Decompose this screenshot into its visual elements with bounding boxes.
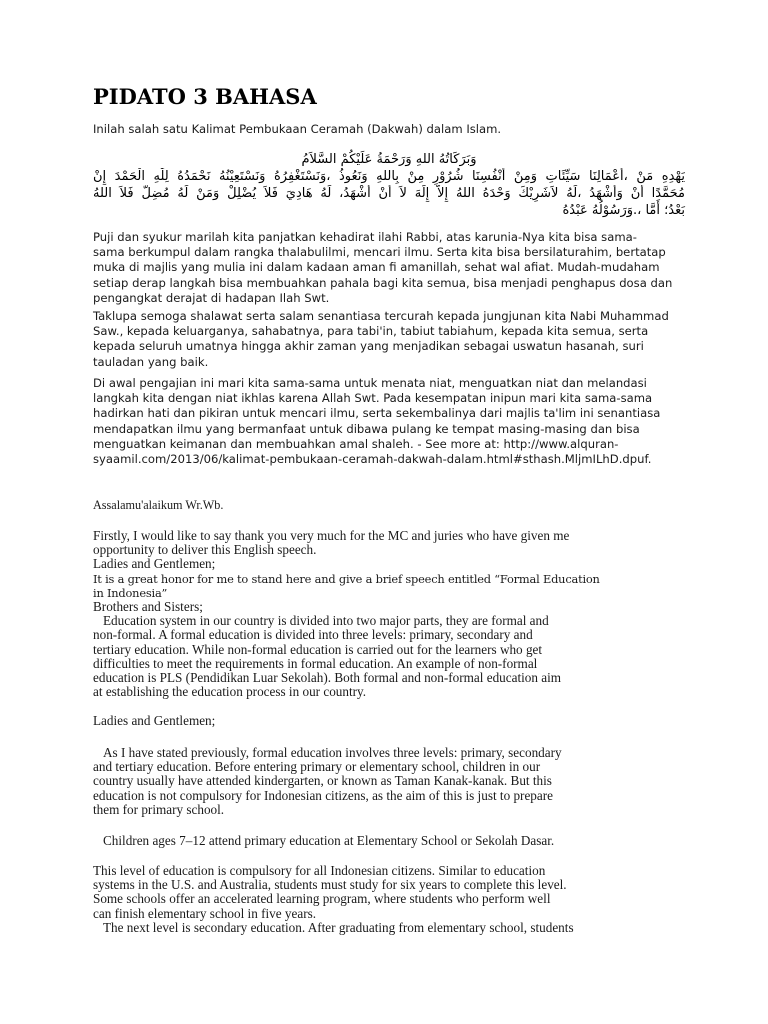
english-compulsory: This level of education is compulsory for all Indonesian citizens. Similar to education systems in the U.S. and Australia, students must study for six years to complete this level. Some schools offer an accelerated learning program, where students who perform well can finish elementary school in five years. The next level is secondary education. After graduating from elementary school, students <box>93 863 574 935</box>
arabic-line: يَهْدِهِ مَنْ ،أَعْمَالِنَا سَيِّئَاتِ وَمِنْ أَنْفُسِنَا شُرُوْرِ مِنْ بِاللهِ وَنَعُوذُ ،وَنَسْتَغْفِرُهُ وَنَسْتَعِيْنُهُ نَحْمَدُهُ لِلّٰهِ الْحَمْدَ إِنْ <box>93 169 685 184</box>
intro-text: Inilah salah satu Kalimat Pembukaan Ceramah (Dakwah) dalam Islam. <box>93 122 502 136</box>
english-greeting: Assalamu'alaikum Wr.Wb. <box>93 498 224 512</box>
document-title: PIDATO 3 BAHASA <box>93 84 317 109</box>
paragraph-puji-syukur: Puji dan syukur marilah kita panjatkan kehadirat ilahi Rabbi, atas karunia-Nya kita bisa sama- sama berkumpul dalam rangka thalabulilmi, mencari ilmu. Serta kita bisa bersilaturahim, bertatap muka di majlis yang mulia ini dalam kadaan aman fi amanillah, sehat wal afiat. Mudah-mudaham setiap derap langkah bisa membuahkan pahala bagi kita semua, bisa menjadi penghapus dosa dan pengangkat derajat di hadapan Ilah Swt. <box>93 230 673 305</box>
english-three-levels: As I have stated previously, formal education involves three levels: primary, secondary and tertiary education. Before entering primary or elementary school, children in our country usually have attended kindergarten, or known as Taman Kanak-kanak. But this education is not compulsory for Indonesian citizens, as the aim of this is just to prepare them for primary school. <box>93 745 562 817</box>
arabic-line: بَعْدُ؛ أَمَّا ،.وَرَسُوْلُهُ عَبْدُهُ <box>562 203 685 218</box>
english-children-ages: Children ages 7–12 attend primary education at Elementary School or Sekolah Dasar. <box>103 833 555 848</box>
english-ladies-gentlemen: Ladies and Gentlemen; <box>93 713 216 728</box>
arabic-opening-prayer <box>93 151 685 219</box>
arabic-line: مُحَمَّدًا أَنْ وَأَشْهَدُ ،لَهُ لاَشَرِيْكَ وَحْدَهُ اللهُ إِلاَّ إِلَهَ لاَ أَنْ أَشْهَدُ، لَهُ هَادِيَ فَلاَ يُضْلِلْ وَمَنْ لَهُ مُضِلَّ فَلاَ اللهُ <box>93 186 685 201</box>
paragraph-menata-niat: Di awal pengajian ini mari kita sama-sama untuk menata niat, menguatkan niat dan melandasi langkah kita dengan niat ikhlas karena Allah Swt. Pada kesempatan inipun mari kita sama-sama hadirkan hati dan pikiran untuk mencari ilmu, serta sekembalinya dari majlis ta'lim ini senantiasa mendapatkan ilmu yang bermanfaat untuk dibawa pulang ke tempat masing-masing dan bisa menguatkan keimanan dan membuahkan amal shaleh. - See more at: http://www.alquran- syaamil.com/2013/06/kalimat-pembukaan-ceramah-dakwah-dalam.html#sthash.MljmILhD.dpuf. <box>93 376 661 467</box>
english-opening: Firstly, I would like to say thank you very much for the MC and juries who have given me opportunity to deliver this English speech. Ladies and Gentlemen; It is a great honor for me to stand here and give a brief speech entitled “Formal Education in Indonesia” Brothers and Sisters; Education system in our country is divided into two major parts, they are formal and non-formal. A formal education is divided into three levels: primary, secondary and tertiary education. While non-formal education is carried out for the learners who get difficulties to meet the requirements in formal education. An example of non-formal education is PLS (Pendidikan Luar Sekolah). Both formal and non-formal education aim at establishing the education process in our country. <box>93 528 600 700</box>
paragraph-shalawat: Taklupa semoga shalawat serta salam senantiasa tercurah kepada jungjunan kita Nabi Muhammad Saw., kepada keluarganya, sahabatnya, para tabi'in, tabiut tabiahum, kepada kita semua, serta kepada seluruh umatnya hingga akhir zaman yang menjadikan sebagai uswatun hasanah, suri tauladan yang baik. <box>93 309 669 369</box>
arabic-line: وَبَرَكَاتُهُ اللهِ وَرَحْمَةُ عَلَيْكُمْ السَّلاَمُ <box>301 152 477 167</box>
